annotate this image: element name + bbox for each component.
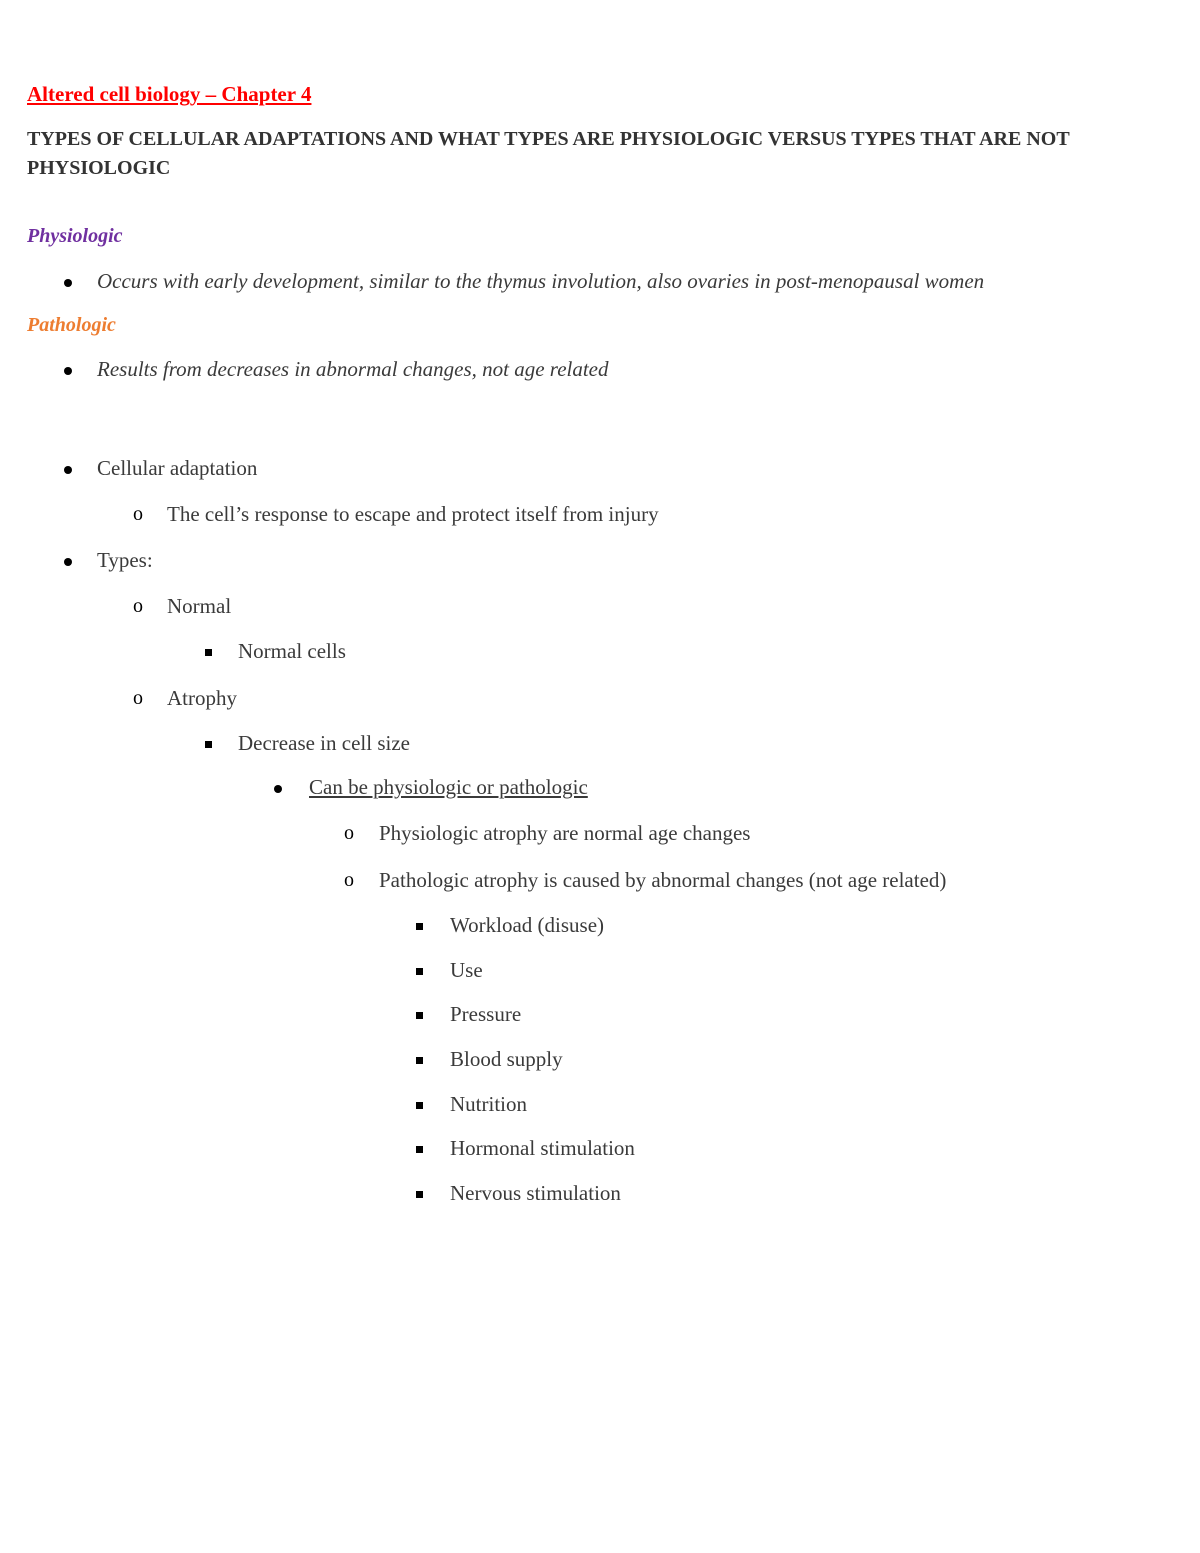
cause-item: Hormonal stimulation bbox=[450, 1136, 635, 1160]
cause-item: Blood supply bbox=[450, 1047, 563, 1071]
outline-atrophy: Atrophy bbox=[167, 686, 237, 710]
circle-bullet: o bbox=[344, 869, 354, 891]
physiologic-label: Physiologic bbox=[27, 225, 123, 247]
pathologic-description: Results from decreases in abnormal changes, not age related bbox=[97, 357, 609, 381]
cause-item: Nutrition bbox=[450, 1092, 527, 1116]
square-bullet bbox=[416, 1191, 423, 1198]
outline-normal: Normal bbox=[167, 594, 232, 618]
outline-can-be: Can be physiologic or pathologic bbox=[309, 775, 588, 799]
circle-bullet: o bbox=[133, 687, 143, 709]
cause-item: Workload (disuse) bbox=[450, 913, 605, 937]
square-bullet bbox=[416, 1012, 423, 1019]
disc-bullet bbox=[274, 785, 282, 793]
square-bullet bbox=[416, 923, 423, 930]
outline-types: Types: bbox=[97, 548, 153, 572]
square-bullet bbox=[205, 741, 212, 748]
circle-bullet: o bbox=[133, 595, 143, 617]
document-title: Altered cell biology – Chapter 4 bbox=[27, 82, 312, 106]
square-bullet bbox=[205, 649, 212, 656]
square-bullet bbox=[416, 1102, 423, 1109]
outline-pathologic-atrophy: Pathologic atrophy is caused by abnormal changes (not age related) bbox=[379, 868, 947, 892]
disc-bullet bbox=[64, 367, 72, 375]
outline-decrease-cell-size: Decrease in cell size bbox=[238, 731, 410, 755]
square-bullet bbox=[416, 1057, 423, 1064]
cause-item: Nervous stimulation bbox=[450, 1181, 621, 1205]
outline-physiologic-atrophy: Physiologic atrophy are normal age changes bbox=[379, 821, 751, 845]
pathologic-label: Pathologic bbox=[27, 314, 116, 336]
outline-normal-cells: Normal cells bbox=[238, 639, 346, 663]
circle-bullet: o bbox=[133, 503, 143, 525]
disc-bullet bbox=[64, 466, 72, 474]
square-bullet bbox=[416, 968, 423, 975]
outline-cellular-adaptation-definition: The cell’s response to escape and protect itself from injury bbox=[167, 502, 659, 526]
square-bullet bbox=[416, 1146, 423, 1153]
circle-bullet: o bbox=[344, 822, 354, 844]
outline-cellular-adaptation: Cellular adaptation bbox=[97, 456, 258, 480]
cause-item: Use bbox=[450, 958, 483, 982]
section-heading: TYPES OF CELLULAR ADAPTATIONS AND WHAT TYPES ARE PHYSIOLOGIC VERSUS TYPES THAT ARE NOT PHYSIOLOGIC bbox=[27, 128, 1070, 179]
disc-bullet bbox=[64, 558, 72, 566]
disc-bullet bbox=[64, 279, 72, 287]
cause-item: Pressure bbox=[450, 1002, 522, 1026]
physiologic-description: Occurs with early development, similar to the thymus involution, also ovaries in post-menopausal women bbox=[97, 269, 985, 293]
